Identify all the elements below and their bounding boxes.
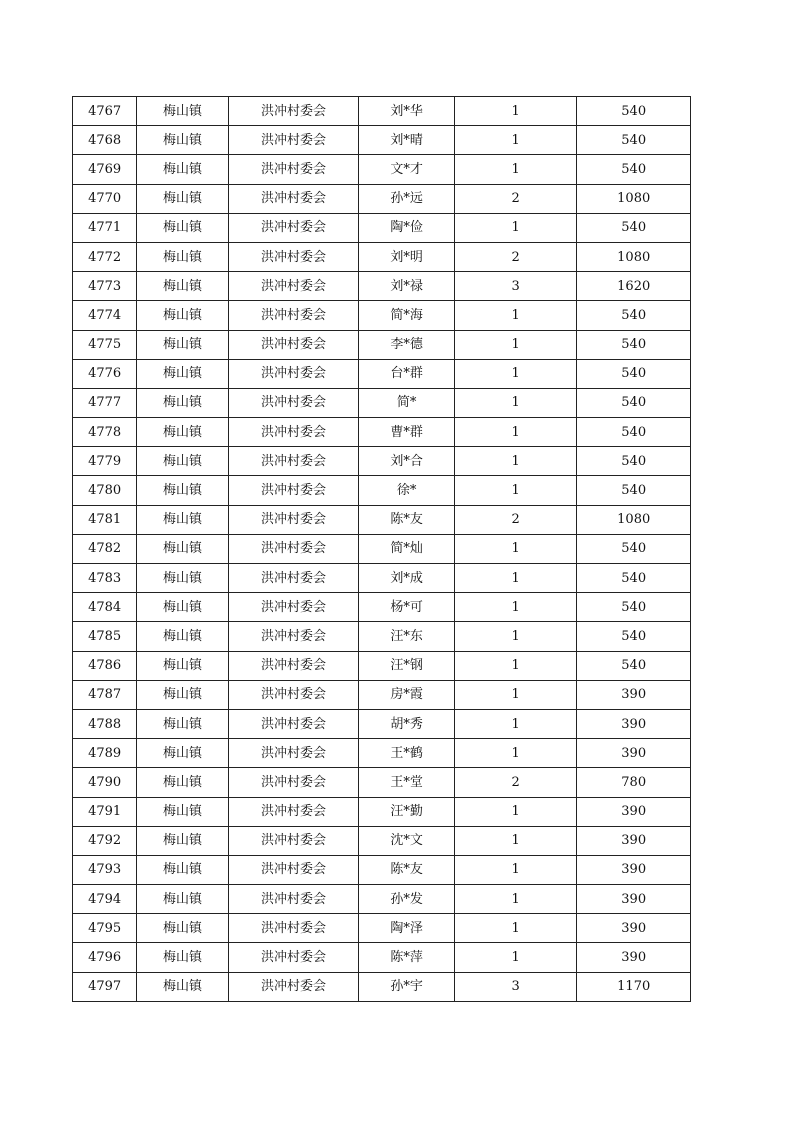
cell-person-name: 汪*钢 [359,651,454,680]
cell-row-number: 4777 [73,388,137,417]
cell-household-count: 1 [454,418,577,447]
cell-village-committee: 洪冲村委会 [228,564,359,593]
cell-row-number: 4785 [73,622,137,651]
cell-household-count: 2 [454,242,577,271]
cell-row-number: 4776 [73,359,137,388]
cell-row-number: 4792 [73,826,137,855]
cell-person-name: 陈*友 [359,855,454,884]
cell-person-name: 文*才 [359,155,454,184]
cell-town: 梅山镇 [137,826,228,855]
cell-row-number: 4769 [73,155,137,184]
cell-household-count: 1 [454,943,577,972]
cell-village-committee: 洪冲村委会 [228,914,359,943]
cell-town: 梅山镇 [137,359,228,388]
cell-household-count: 2 [454,505,577,534]
cell-town: 梅山镇 [137,914,228,943]
cell-amount: 540 [577,564,691,593]
cell-row-number: 4786 [73,651,137,680]
cell-row-number: 4794 [73,885,137,914]
table-row [73,943,691,972]
cell-row-number: 4779 [73,447,137,476]
cell-amount: 540 [577,330,691,359]
cell-town: 梅山镇 [137,418,228,447]
cell-person-name: 陶*俭 [359,213,454,242]
cell-town: 梅山镇 [137,797,228,826]
cell-town: 梅山镇 [137,943,228,972]
cell-household-count: 1 [454,213,577,242]
cell-row-number: 4768 [73,126,137,155]
cell-person-name: 汪*东 [359,622,454,651]
cell-household-count: 1 [454,826,577,855]
cell-amount: 780 [577,768,691,797]
cell-amount: 540 [577,213,691,242]
cell-village-committee: 洪冲村委会 [228,972,359,1001]
cell-village-committee: 洪冲村委会 [228,534,359,563]
cell-town: 梅山镇 [137,242,228,271]
table-row [73,301,691,330]
cell-town: 梅山镇 [137,768,228,797]
cell-person-name: 台*群 [359,359,454,388]
data-table [72,96,691,1002]
cell-amount: 390 [577,855,691,884]
cell-person-name: 孙*发 [359,885,454,914]
cell-person-name: 杨*可 [359,593,454,622]
cell-town: 梅山镇 [137,593,228,622]
cell-village-committee: 洪冲村委会 [228,447,359,476]
cell-village-committee: 洪冲村委会 [228,184,359,213]
cell-town: 梅山镇 [137,739,228,768]
table-body [73,97,691,1002]
cell-person-name: 简* [359,388,454,417]
cell-household-count: 2 [454,768,577,797]
table-row [73,651,691,680]
cell-household-count: 1 [454,534,577,563]
cell-person-name: 刘*合 [359,447,454,476]
table-row [73,885,691,914]
cell-village-committee: 洪冲村委会 [228,213,359,242]
cell-town: 梅山镇 [137,301,228,330]
cell-village-committee: 洪冲村委会 [228,330,359,359]
cell-row-number: 4783 [73,564,137,593]
cell-row-number: 4787 [73,680,137,709]
table-row [73,359,691,388]
cell-town: 梅山镇 [137,505,228,534]
cell-village-committee: 洪冲村委会 [228,359,359,388]
cell-household-count: 1 [454,739,577,768]
cell-row-number: 4780 [73,476,137,505]
cell-town: 梅山镇 [137,155,228,184]
cell-household-count: 1 [454,797,577,826]
cell-town: 梅山镇 [137,622,228,651]
cell-person-name: 刘*华 [359,97,454,126]
cell-amount: 390 [577,797,691,826]
cell-row-number: 4774 [73,301,137,330]
cell-town: 梅山镇 [137,272,228,301]
cell-row-number: 4771 [73,213,137,242]
cell-household-count: 3 [454,272,577,301]
cell-row-number: 4789 [73,739,137,768]
table-row [73,476,691,505]
table-row [73,768,691,797]
cell-town: 梅山镇 [137,885,228,914]
cell-village-committee: 洪冲村委会 [228,476,359,505]
cell-town: 梅山镇 [137,330,228,359]
table-row [73,272,691,301]
cell-village-committee: 洪冲村委会 [228,126,359,155]
table-row [73,388,691,417]
cell-amount: 540 [577,155,691,184]
cell-row-number: 4797 [73,972,137,1001]
cell-amount: 540 [577,97,691,126]
cell-household-count: 1 [454,564,577,593]
cell-amount: 540 [577,593,691,622]
cell-amount: 390 [577,680,691,709]
table-row [73,534,691,563]
cell-row-number: 4796 [73,943,137,972]
cell-person-name: 房*霞 [359,680,454,709]
cell-household-count: 3 [454,972,577,1001]
cell-household-count: 1 [454,301,577,330]
table-row [73,972,691,1001]
cell-person-name: 沈*文 [359,826,454,855]
cell-household-count: 1 [454,914,577,943]
cell-town: 梅山镇 [137,709,228,738]
cell-town: 梅山镇 [137,126,228,155]
cell-person-name: 陈*萍 [359,943,454,972]
cell-amount: 540 [577,359,691,388]
table-row [73,797,691,826]
cell-village-committee: 洪冲村委会 [228,680,359,709]
table-row [73,213,691,242]
cell-village-committee: 洪冲村委会 [228,505,359,534]
cell-amount: 540 [577,447,691,476]
cell-amount: 1080 [577,505,691,534]
table-row [73,330,691,359]
table-row [73,242,691,271]
cell-village-committee: 洪冲村委会 [228,301,359,330]
cell-household-count: 1 [454,330,577,359]
cell-village-committee: 洪冲村委会 [228,826,359,855]
cell-household-count: 1 [454,855,577,884]
table-row [73,126,691,155]
cell-village-committee: 洪冲村委会 [228,97,359,126]
cell-town: 梅山镇 [137,534,228,563]
cell-amount: 540 [577,651,691,680]
cell-amount: 1620 [577,272,691,301]
cell-row-number: 4775 [73,330,137,359]
table-row [73,826,691,855]
cell-town: 梅山镇 [137,651,228,680]
cell-amount: 390 [577,739,691,768]
cell-amount: 540 [577,534,691,563]
cell-village-committee: 洪冲村委会 [228,593,359,622]
table-row [73,914,691,943]
cell-person-name: 汪*勤 [359,797,454,826]
table-row [73,564,691,593]
cell-town: 梅山镇 [137,972,228,1001]
cell-village-committee: 洪冲村委会 [228,797,359,826]
cell-row-number: 4772 [73,242,137,271]
cell-amount: 390 [577,826,691,855]
cell-village-committee: 洪冲村委会 [228,855,359,884]
table-row [73,855,691,884]
cell-household-count: 1 [454,622,577,651]
table-row [73,418,691,447]
table-row [73,739,691,768]
cell-household-count: 1 [454,476,577,505]
cell-household-count: 1 [454,885,577,914]
cell-amount: 540 [577,622,691,651]
cell-household-count: 1 [454,97,577,126]
table-row [73,505,691,534]
cell-village-committee: 洪冲村委会 [228,885,359,914]
cell-amount: 390 [577,943,691,972]
cell-person-name: 简*灿 [359,534,454,563]
table-row [73,680,691,709]
cell-person-name: 陈*友 [359,505,454,534]
cell-row-number: 4770 [73,184,137,213]
cell-amount: 540 [577,301,691,330]
cell-row-number: 4795 [73,914,137,943]
cell-village-committee: 洪冲村委会 [228,739,359,768]
cell-household-count: 1 [454,651,577,680]
cell-village-committee: 洪冲村委会 [228,943,359,972]
cell-town: 梅山镇 [137,564,228,593]
cell-town: 梅山镇 [137,447,228,476]
cell-village-committee: 洪冲村委会 [228,709,359,738]
table-row [73,622,691,651]
cell-person-name: 王*鹤 [359,739,454,768]
table-row [73,184,691,213]
cell-row-number: 4778 [73,418,137,447]
cell-village-committee: 洪冲村委会 [228,622,359,651]
cell-amount: 390 [577,885,691,914]
cell-person-name: 刘*成 [359,564,454,593]
cell-row-number: 4773 [73,272,137,301]
cell-village-committee: 洪冲村委会 [228,768,359,797]
cell-row-number: 4788 [73,709,137,738]
table-row [73,97,691,126]
cell-village-committee: 洪冲村委会 [228,272,359,301]
cell-person-name: 刘*晴 [359,126,454,155]
cell-village-committee: 洪冲村委会 [228,418,359,447]
cell-household-count: 1 [454,447,577,476]
cell-person-name: 胡*秀 [359,709,454,738]
cell-amount: 390 [577,709,691,738]
cell-amount: 540 [577,126,691,155]
table-row [73,709,691,738]
cell-town: 梅山镇 [137,184,228,213]
cell-town: 梅山镇 [137,97,228,126]
cell-village-committee: 洪冲村委会 [228,651,359,680]
table-row [73,155,691,184]
cell-row-number: 4781 [73,505,137,534]
cell-town: 梅山镇 [137,476,228,505]
cell-household-count: 1 [454,359,577,388]
cell-person-name: 陶*泽 [359,914,454,943]
cell-town: 梅山镇 [137,680,228,709]
table-row [73,593,691,622]
cell-amount: 1080 [577,184,691,213]
cell-town: 梅山镇 [137,213,228,242]
cell-row-number: 4790 [73,768,137,797]
cell-household-count: 1 [454,680,577,709]
cell-person-name: 刘*明 [359,242,454,271]
cell-amount: 540 [577,418,691,447]
cell-row-number: 4784 [73,593,137,622]
cell-household-count: 1 [454,155,577,184]
cell-person-name: 曹*群 [359,418,454,447]
cell-person-name: 李*德 [359,330,454,359]
cell-person-name: 孙*远 [359,184,454,213]
cell-person-name: 刘*禄 [359,272,454,301]
cell-household-count: 1 [454,126,577,155]
cell-amount: 1170 [577,972,691,1001]
cell-row-number: 4782 [73,534,137,563]
cell-household-count: 1 [454,709,577,738]
cell-person-name: 王*堂 [359,768,454,797]
cell-household-count: 1 [454,593,577,622]
cell-village-committee: 洪冲村委会 [228,155,359,184]
cell-village-committee: 洪冲村委会 [228,242,359,271]
cell-row-number: 4791 [73,797,137,826]
cell-household-count: 1 [454,388,577,417]
cell-amount: 540 [577,388,691,417]
cell-amount: 540 [577,476,691,505]
cell-person-name: 徐* [359,476,454,505]
cell-town: 梅山镇 [137,855,228,884]
cell-town: 梅山镇 [137,388,228,417]
cell-amount: 1080 [577,242,691,271]
cell-row-number: 4793 [73,855,137,884]
cell-row-number: 4767 [73,97,137,126]
cell-person-name: 孙*宇 [359,972,454,1001]
cell-person-name: 简*海 [359,301,454,330]
cell-amount: 390 [577,914,691,943]
cell-village-committee: 洪冲村委会 [228,388,359,417]
cell-household-count: 2 [454,184,577,213]
table-row [73,447,691,476]
